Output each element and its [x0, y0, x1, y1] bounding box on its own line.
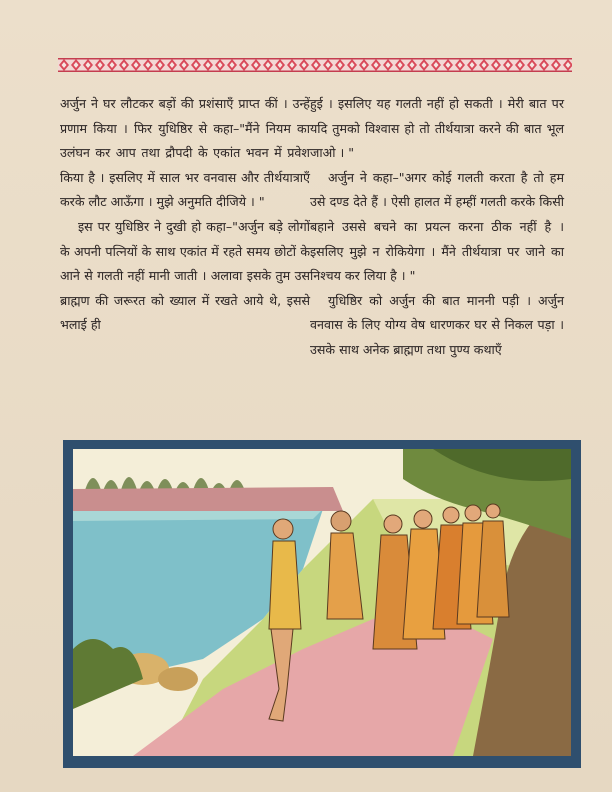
text-column-left	[60, 92, 310, 338]
text-column-right	[310, 92, 564, 363]
paragraph: अर्जुन ने कहा–"अगर कोई गलती करता है तो हम उसे दण्ड देते हैं । ऐसी हालत में हम्हीं गलती करके किसी बहाने उससे बचने का प्रयत्न करना ठीक नहीं है । इसलिए मुझे न रोकियेगा । मैंने तीर्थयात्रा पर जाने का निश्चय कर लिया है । "	[310, 169, 564, 284]
paragraph: युधिष्ठिर को अर्जुन की बात माननी पड़ी । अर्जुन वनवास के लिए योग्य वेष धारणकर घर से निकल पड़ा । उसके साथ अनेक ब्राह्मण तथा पुण्य कथाएँ	[310, 292, 564, 357]
paragraph: इस पर युधिष्ठिर ने दुखी हो कहा–"अर्जुन बड़े लोगों के अपनी पत्नियों के साथ एकांत में रहते समय छोटों के आने से गलती नहीं मानी जाती । अलावा इसके तुम उस ब्राह्मण की जरूरत को ख्याल में रखते आये थे, इससे भलाई ही	[60, 218, 310, 333]
illustration-panel	[63, 440, 581, 768]
decorative-border	[58, 58, 572, 72]
paragraph: अर्जुन ने घर लौटकर बड़ों की प्रशंसाएँ प्राप्त कीं । उन्हें प्रणाम किया । फिर युधिष्ठिर से कहा–"मैंने नियम का उलंघन कर आप तथा द्रौपदी के एकांत भवन में प्रवेश किया है । इसलिए में साल भर वनवास और तीर्थयात्राएँ करके लौट आऊँगा । मुझे अनुमति दीजिये । "	[60, 96, 310, 210]
paragraph: हुई । इसलिए यह गलती नहीं हो सकती । मेरी बात पर यदि तुमको विश्वास हो तो तीर्थयात्रा करने की बात भूल जाओ । "	[310, 96, 564, 161]
procession-illustration	[73, 449, 571, 756]
